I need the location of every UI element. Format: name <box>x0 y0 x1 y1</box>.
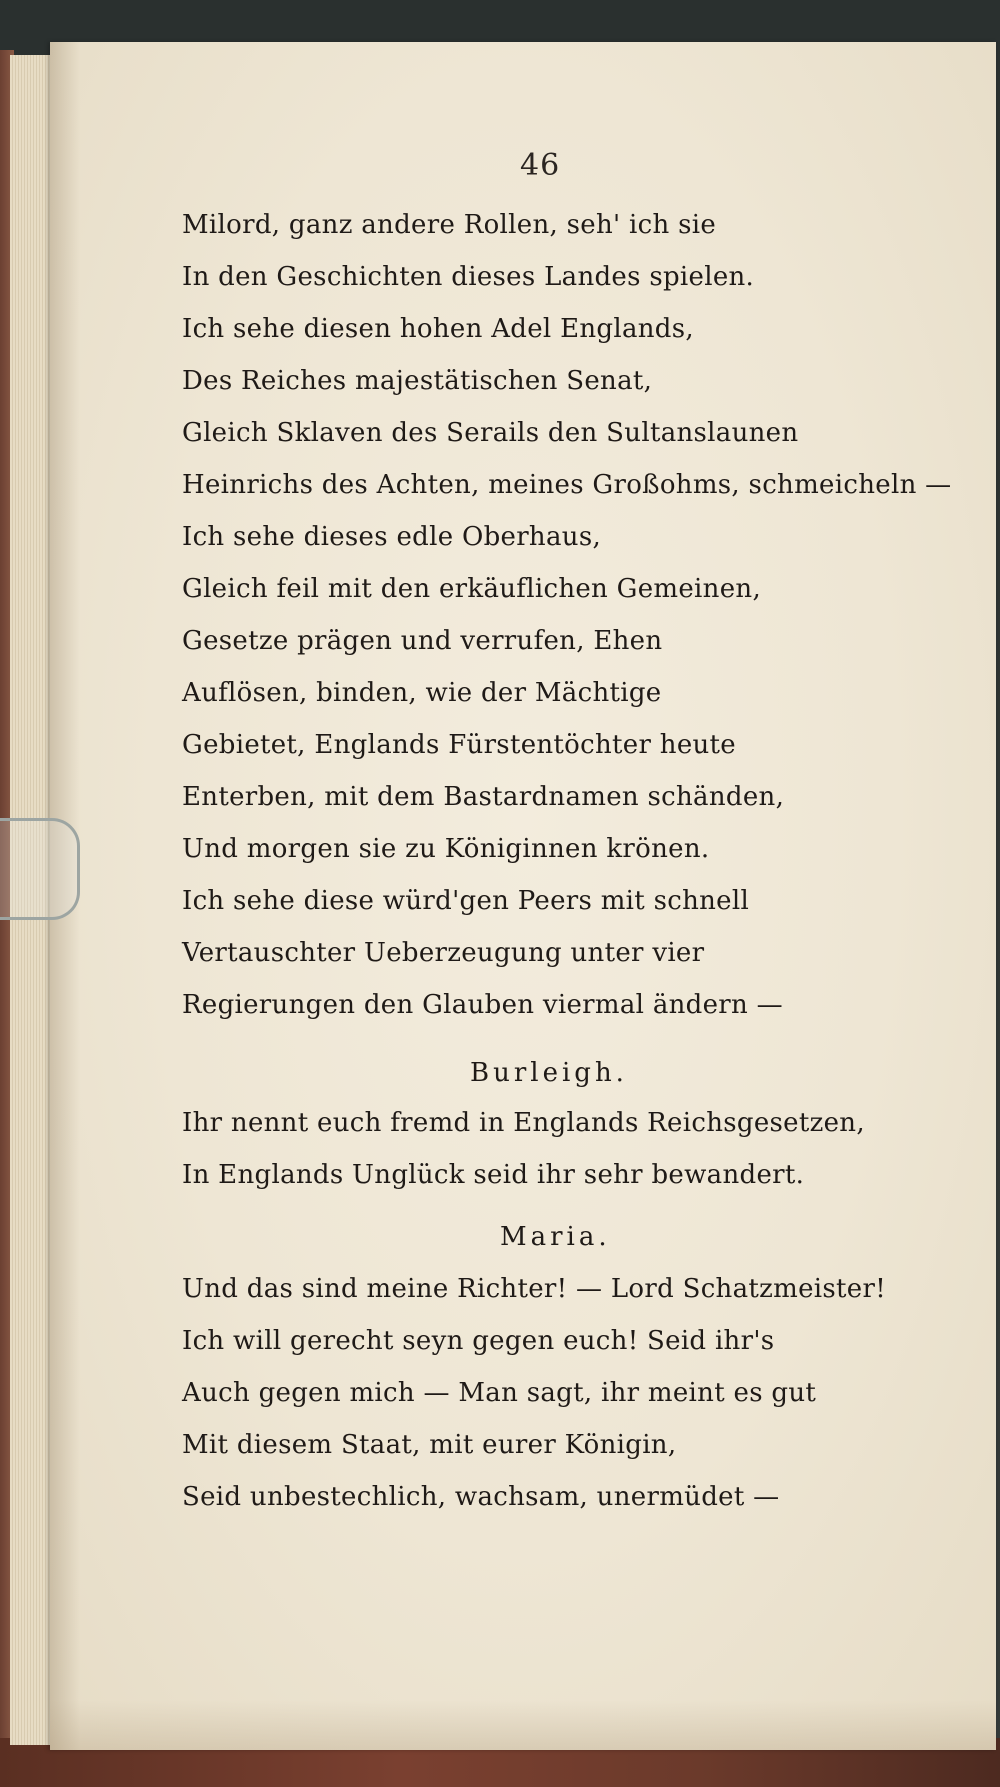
speaker-name: Burleigh. <box>470 1058 628 1088</box>
verse-line: Ich sehe diese würd'gen Peers mit schnell <box>182 886 750 916</box>
page-clip-tab <box>0 818 80 920</box>
verse-line: Ich sehe dieses edle Oberhaus, <box>182 522 602 552</box>
verse-line: Heinrichs des Achten, meines Großohms, schmeicheln — <box>182 470 952 500</box>
verse-line: Und das sind meine Richter! — Lord Schatzmeister! <box>182 1274 886 1304</box>
verse-line: Milord, ganz andere Rollen, seh' ich sie <box>182 210 717 240</box>
verse-line: Enterben, mit dem Bastardnamen schänden, <box>182 782 785 812</box>
page-number: 46 <box>520 148 561 183</box>
verse-line: Des Reiches majestätischen Senat, <box>182 366 653 396</box>
verse-line: Und morgen sie zu Königinnen krönen. <box>182 834 710 864</box>
verse-line: Auch gegen mich — Man sagt, ihr meint es gut <box>182 1378 817 1408</box>
verse-line: Mit diesem Staat, mit eurer Königin, <box>182 1430 677 1460</box>
verse-line: Gleich Sklaven des Serails den Sultanslaunen <box>182 418 799 448</box>
page-bottom-shadow <box>50 1700 996 1750</box>
verse-line: Gesetze prägen und verrufen, Ehen <box>182 626 663 656</box>
verse-line: Ich will gerecht seyn gegen euch! Seid ihr's <box>182 1326 775 1356</box>
speaker-name: Maria. <box>500 1222 611 1252</box>
verse-line: Regierungen den Glauben viermal ändern — <box>182 990 783 1020</box>
verse-line: Vertauschter Ueberzeugung unter vier <box>182 938 705 968</box>
verse-line: Seid unbestechlich, wachsam, unermüdet — <box>182 1482 780 1512</box>
verse-line: Gebietet, Englands Fürstentöchter heute <box>182 730 736 760</box>
verse-line: Ich sehe diesen hohen Adel Englands, <box>182 314 694 344</box>
verse-line: Gleich feil mit den erkäuflichen Gemeinen, <box>182 574 762 604</box>
verse-line: In Englands Unglück seid ihr sehr bewandert. <box>182 1160 805 1190</box>
verse-line: In den Geschichten dieses Landes spielen. <box>182 262 755 292</box>
verse-line: Ihr nennt euch fremd in Englands Reichsgesetzen, <box>182 1108 865 1138</box>
verse-line: Auflösen, binden, wie der Mächtige <box>182 678 662 708</box>
